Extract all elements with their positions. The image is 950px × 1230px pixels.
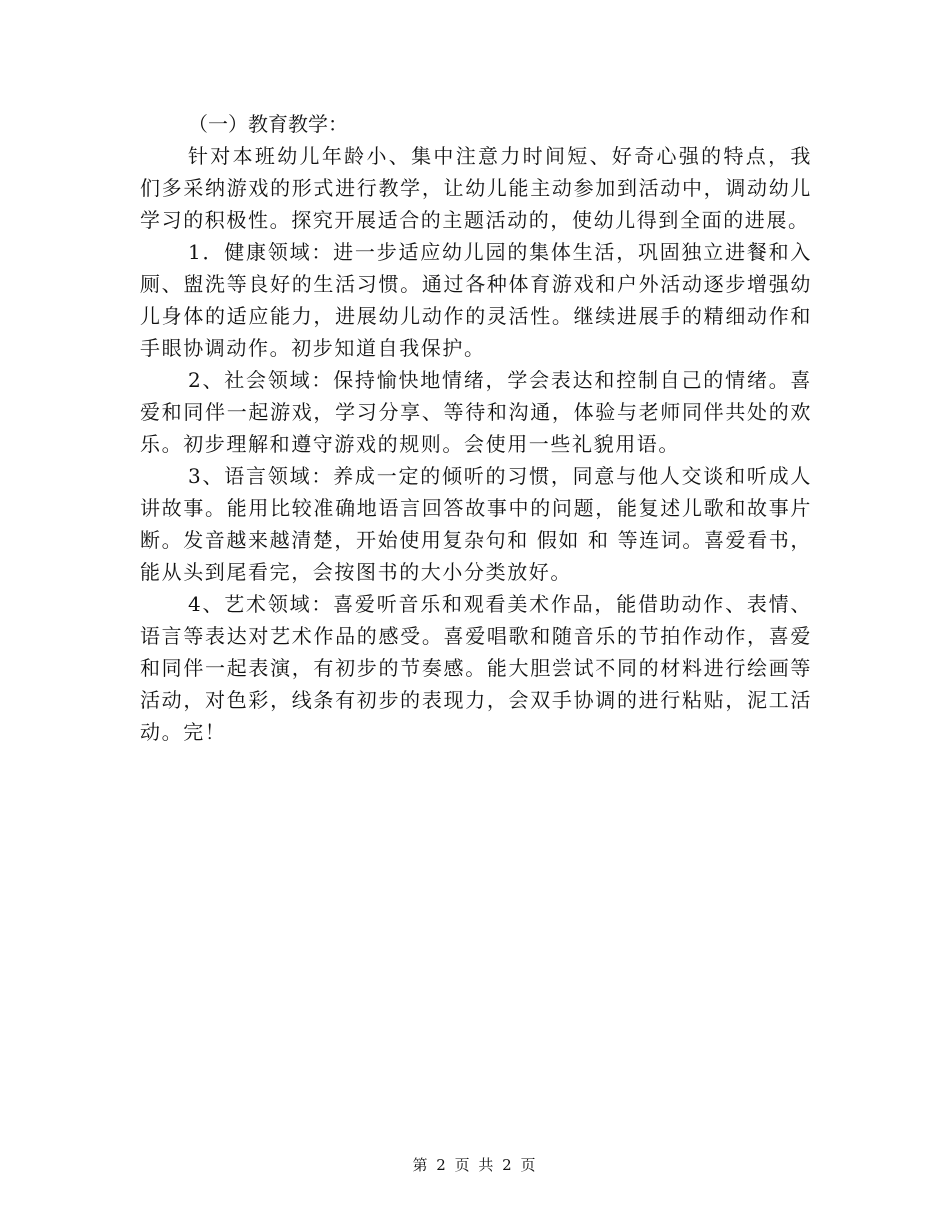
intro-paragraph: 针对本班幼儿年龄小、集中注意力时间短、好奇心强的特点，我们多采纳游戏的形式进行教学，让幼儿能主动参加到活动中，调动幼儿学习的积极性。探究开展适合的主题活动的，使幼儿得到全面的进展。 [140,144,812,232]
section-heading: （一）教育教学： [188,112,348,136]
language-domain-paragraph: 3、语言领域：养成一定的倾听的习惯，同意与他人交谈和听成人讲故事。能用比较准确地语言回答故事中的问题，能复述儿歌和故事片断。发音越来越清楚，开始使用复杂句和 假如 和 等连词。喜爱看书，能从头到尾看完，会按图书的大小分类放好。 [140,464,812,584]
social-domain-paragraph: 2、社会领域：保持愉快地情绪，学会表达和控制自己的情绪。喜爱和同伴一起游戏，学习分享、等待和沟通，体验与老师同伴共处的欢乐。初步理解和遵守游戏的规则。会使用一些礼貌用语。 [140,368,812,456]
page-number-footer: 第 2 页 共 2 页 [412,1156,538,1174]
health-domain-paragraph: 1．健康领域：进一步适应幼儿园的集体生活，巩固独立进餐和入厕、盥洗等良好的生活习惯。通过各种体育游戏和户外活动逐步增强幼儿身体的适应能力，进展幼儿动作的灵活性。继续进展手的精细动作和手眼协调动作。初步知道自我保护。 [140,240,812,360]
art-domain-paragraph: 4、艺术领域：喜爱听音乐和观看美术作品，能借助动作、表情、语言等表达对艺术作品的感受。喜爱唱歌和随音乐的节拍作动作，喜爱和同伴一起表演，有初步的节奏感。能大胆尝试不同的材料进行绘画等活动，对色彩，线条有初步的表现力，会双手协调的进行粘贴，泥工活动。完！ [140,592,812,744]
document-body [140,108,812,748]
